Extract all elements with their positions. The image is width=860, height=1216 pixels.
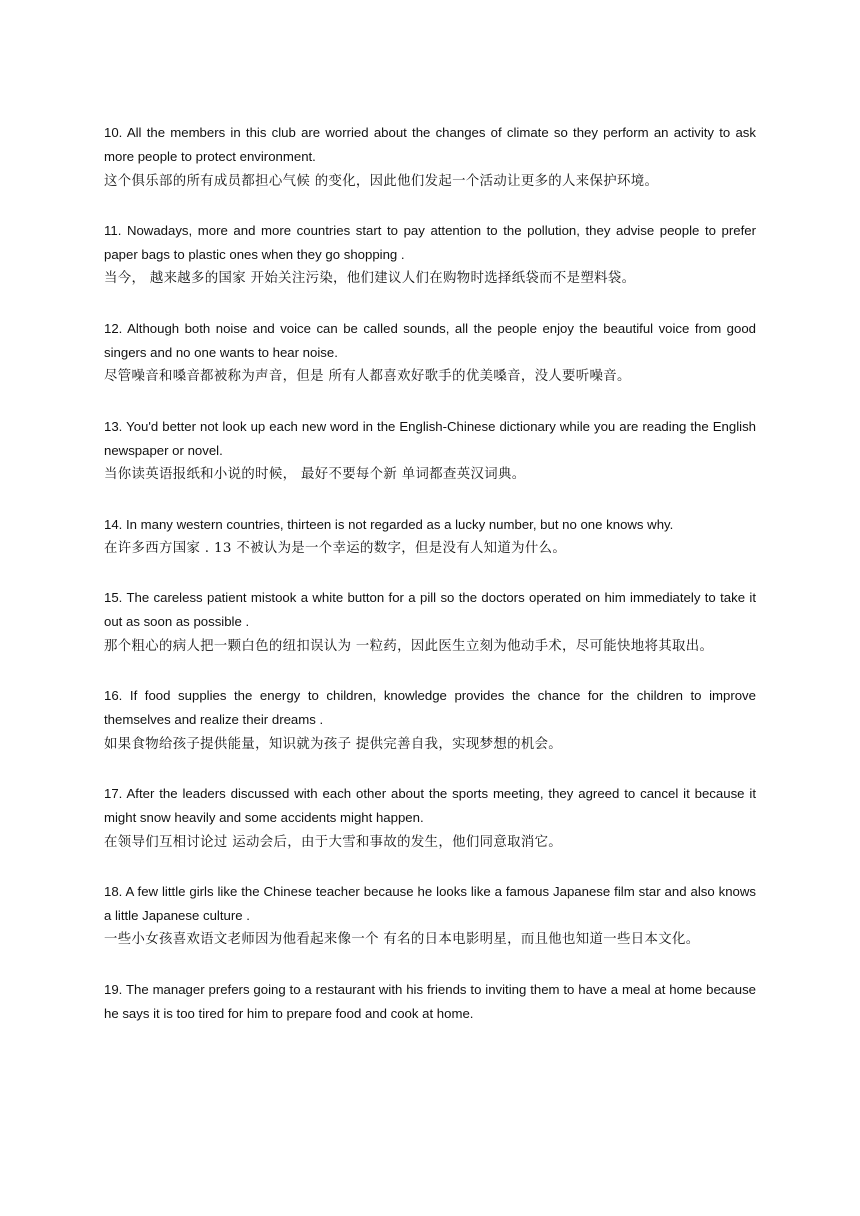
english-sentence: 15. The careless patient mistook a white button for a pill so the doctors operated on him immediately to take it out as soon as possible . <box>104 590 756 630</box>
english-sentence: 10. All the members in this club are worried about the changes of climate so they perform an activity to ask more people to protect environment. <box>104 125 756 165</box>
chinese-translation: 这个俱乐部的所有成员都担心气候 的变化，因此他们发起一个活动让更多的人来保护环境。 <box>104 173 659 189</box>
sentence-item-10 <box>104 121 756 194</box>
english-sentence: 16. If food supplies the energy to children, knowledge provides the chance for the children to improve themselves and realize their dreams . <box>104 688 756 728</box>
english-sentence: 14. In many western countries, thirteen is not regarded as a lucky number, but no one knows why. <box>104 516 674 532</box>
chinese-translation: 尽管噪音和嗓音都被称为声音，但是 所有人都喜欢好歌手的优美嗓音，没人要听噪音。 <box>104 369 631 385</box>
sentence-item-17 <box>104 782 756 855</box>
sentence-item-11 <box>104 219 756 292</box>
chinese-translation: 一些小女孩喜欢语文老师因为他看起来像一个 有名的日本电影明星，而且他也知道一些日本文化。 <box>104 932 700 948</box>
sentence-item-13 <box>104 415 756 488</box>
sentence-item-16 <box>104 684 756 757</box>
chinese-translation: 那个粗心的病人把一颗白色的纽扣误认为 一粒药，因此医生立刻为他动手术，尽可能快地将其取出。 <box>104 638 714 654</box>
chinese-translation: 在许多西方国家 . 13 不被认为是一个幸运的数字，但是没有人知道为什么。 <box>104 540 567 556</box>
sentence-item-18 <box>104 880 756 953</box>
chinese-translation: 在领导们互相讨论过 运动会后，由于大雪和事故的发生，他们同意取消它。 <box>104 834 563 850</box>
sentence-item-14 <box>104 513 756 562</box>
sentence-item-15 <box>104 586 756 659</box>
chinese-translation: 如果食物给孩子提供能量，知识就为孩子 提供完善自我，实现梦想的机会。 <box>104 736 563 752</box>
english-sentence: 13. You'd better not look up each new word in the English-Chinese dictionary while you are reading the English newspaper or novel. <box>104 418 756 458</box>
sentence-item-12 <box>104 317 756 390</box>
english-sentence: 17. After the leaders discussed with each other about the sports meeting, they agreed to cancel it because it might snow heavily and some accidents might happen. <box>104 785 756 826</box>
chinese-translation: 当今， 越来越多的国家 开始关注污染，他们建议人们在购物时选择纸袋而不是塑料袋。 <box>104 271 636 287</box>
english-sentence: 12. Although both noise and voice can be called sounds, all the people enjoy the beautiful voice from good singers and no one wants to hear noise. <box>104 320 756 361</box>
document-body <box>104 121 756 1051</box>
english-sentence: 11. Nowadays, more and more countries start to pay attention to the pollution, they advise people to prefer paper bags to plastic ones when they go shopping . <box>104 222 756 263</box>
english-sentence: 19. The manager prefers going to a restaurant with his friends to inviting them to have a meal at home because he says it is too tired for him to prepare food and cook at home. <box>104 981 756 1022</box>
chinese-translation: 当你读英语报纸和小说的时候， 最好不要每个新 单词都查英汉词典。 <box>104 467 526 483</box>
sentence-item-19 <box>104 978 756 1027</box>
english-sentence: 18. A few little girls like the Chinese teacher because he looks like a famous Japanese film star and also knows a little Japanese culture . <box>104 883 756 924</box>
